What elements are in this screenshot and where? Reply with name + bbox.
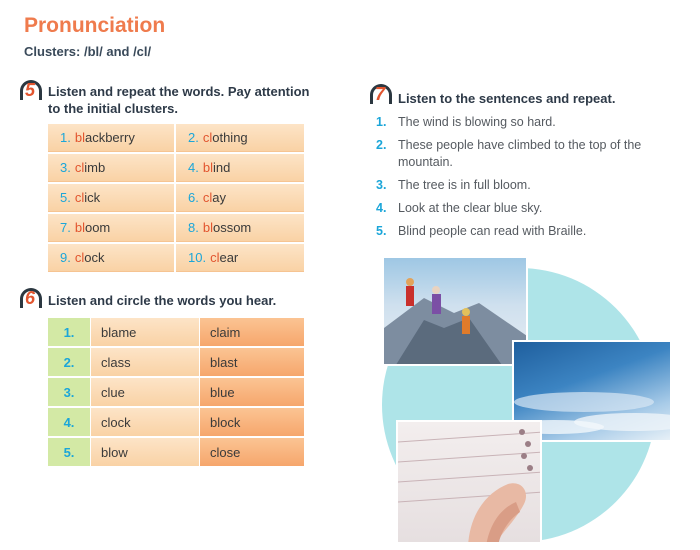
word-cell[interactable] <box>48 184 174 212</box>
word-option-a[interactable]: blame <box>91 318 199 346</box>
word-option-b[interactable]: block <box>200 408 304 436</box>
word-number: 8. <box>188 220 199 235</box>
row-number: 2. <box>48 348 90 376</box>
word-number: 1. <box>60 130 71 145</box>
word-rest: othing <box>212 130 248 145</box>
sentence-number: 1. <box>376 115 387 129</box>
word-pair-row <box>48 438 304 466</box>
cluster-letters: cl <box>202 190 213 205</box>
word-rest: ay <box>212 190 226 205</box>
word-rest: ackberry <box>84 130 135 145</box>
exercise7-instruction: Listen to the sentences and repeat. <box>398 91 616 106</box>
sentence-item <box>376 114 666 131</box>
braille-reading-photo <box>396 420 542 544</box>
word-rest: ind <box>212 160 231 175</box>
word-row <box>48 124 304 152</box>
word-number: 4. <box>188 160 199 175</box>
word-cell[interactable] <box>176 214 304 242</box>
sentence-number: 4. <box>376 201 387 215</box>
row-number: 5. <box>48 438 90 466</box>
word-row <box>48 154 304 182</box>
word-number: 5. <box>60 190 71 205</box>
page-title: Pronunciation <box>24 14 166 37</box>
sentence-text: Look at the clear blue sky. <box>398 201 543 215</box>
cluster-letters: cl <box>210 250 220 265</box>
word-grid <box>48 124 304 274</box>
word-option-b[interactable]: blue <box>200 378 304 406</box>
word-pair-row <box>48 408 304 436</box>
word-pair-table <box>48 318 304 468</box>
sentence-text: The wind is blowing so hard. <box>398 115 556 129</box>
sentence-list <box>376 114 666 246</box>
row-number: 4. <box>48 408 90 436</box>
cluster-letters: bl <box>74 130 85 145</box>
cluster-letters: cl <box>202 130 213 145</box>
word-cell[interactable] <box>48 214 174 242</box>
cluster-letters: bl <box>202 160 213 175</box>
row-number: 1. <box>48 318 90 346</box>
word-row <box>48 244 304 272</box>
sentence-item <box>376 177 666 194</box>
exercise5-instruction: Listen and repeat the words. Pay attention to the initial clusters. <box>48 84 310 116</box>
sentence-text: Blind people can read with Braille. <box>398 224 587 238</box>
audio-headphones-icon[interactable] <box>20 286 44 308</box>
word-option-a[interactable]: class <box>91 348 199 376</box>
cluster-letters: cl <box>74 190 85 205</box>
word-cell[interactable] <box>48 124 174 152</box>
word-number: 10. <box>188 250 207 265</box>
page-subtitle: Clusters: /bl/ and /cl/ <box>24 44 152 59</box>
sentence-text: These people have climbed to the top of the mountain. <box>398 138 642 169</box>
word-cell[interactable] <box>176 184 304 212</box>
word-cell[interactable] <box>48 244 174 272</box>
cluster-letters: cl <box>74 160 85 175</box>
audio-headphones-icon[interactable] <box>370 82 394 104</box>
exercise-number: 5 <box>25 80 36 100</box>
word-cell[interactable] <box>176 154 304 182</box>
cluster-letters: cl <box>74 250 85 265</box>
sentence-item <box>376 223 666 240</box>
sentence-item <box>376 200 666 217</box>
word-row <box>48 184 304 212</box>
word-number: 6. <box>188 190 199 205</box>
exercise-number: 7 <box>375 84 386 104</box>
cluster-letters: bl <box>202 220 213 235</box>
word-rest: ick <box>84 190 101 205</box>
word-pair-row <box>48 348 304 376</box>
word-rest: ock <box>84 250 105 265</box>
word-option-a[interactable]: blow <box>91 438 199 466</box>
word-number: 9. <box>60 250 71 265</box>
word-row <box>48 214 304 242</box>
word-option-a[interactable]: clue <box>91 378 199 406</box>
word-number: 3. <box>60 160 71 175</box>
word-cell[interactable] <box>176 244 304 272</box>
word-pair-row <box>48 378 304 406</box>
climbers-photo <box>382 256 528 366</box>
row-number: 3. <box>48 378 90 406</box>
sentence-number: 2. <box>376 138 387 152</box>
word-option-b[interactable]: claim <box>200 318 304 346</box>
cluster-letters: bl <box>74 220 85 235</box>
word-option-a[interactable]: clock <box>91 408 199 436</box>
word-cell[interactable] <box>176 124 304 152</box>
word-rest: oom <box>84 220 111 235</box>
word-number: 2. <box>188 130 199 145</box>
word-rest: ossom <box>212 220 252 235</box>
word-rest: imb <box>84 160 106 175</box>
audio-headphones-icon[interactable] <box>20 78 44 100</box>
exercise-number: 6 <box>25 288 36 308</box>
sentence-number: 5. <box>376 224 387 238</box>
word-pair-row <box>48 318 304 346</box>
sentence-item <box>376 137 666 171</box>
word-cell[interactable] <box>48 154 174 182</box>
word-option-b[interactable]: blast <box>200 348 304 376</box>
word-rest: ear <box>219 250 239 265</box>
word-number: 7. <box>60 220 71 235</box>
sentence-text: The tree is in full bloom. <box>398 178 531 192</box>
sentence-number: 3. <box>376 178 387 192</box>
exercise6-instruction: Listen and circle the words you hear. <box>48 293 277 308</box>
word-option-b[interactable]: close <box>200 438 304 466</box>
